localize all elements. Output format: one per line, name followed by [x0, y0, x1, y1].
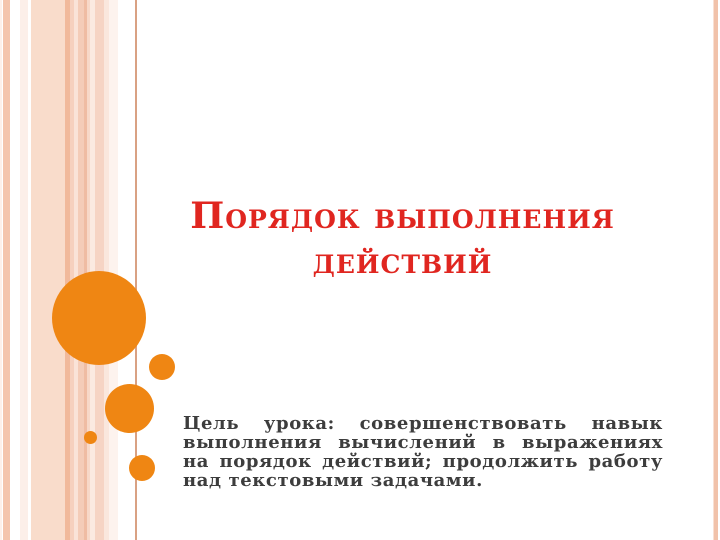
decor-circle-small-right [149, 354, 175, 380]
left-stripe-pattern [0, 0, 140, 540]
decor-circle-small-bottom [129, 455, 155, 481]
lesson-goal-text: Цель урока: совершенствовать навык выполнения вычислений в выражениях на порядок действий; продолжить работу над текстовыми задачами. [183, 413, 663, 491]
decor-circle-large [52, 271, 146, 365]
decor-circle-medium [105, 384, 154, 433]
right-edge-stripe [713, 0, 718, 540]
decor-circle-tiny [84, 431, 97, 444]
slide-title: Порядок выполнения действий [190, 195, 615, 282]
